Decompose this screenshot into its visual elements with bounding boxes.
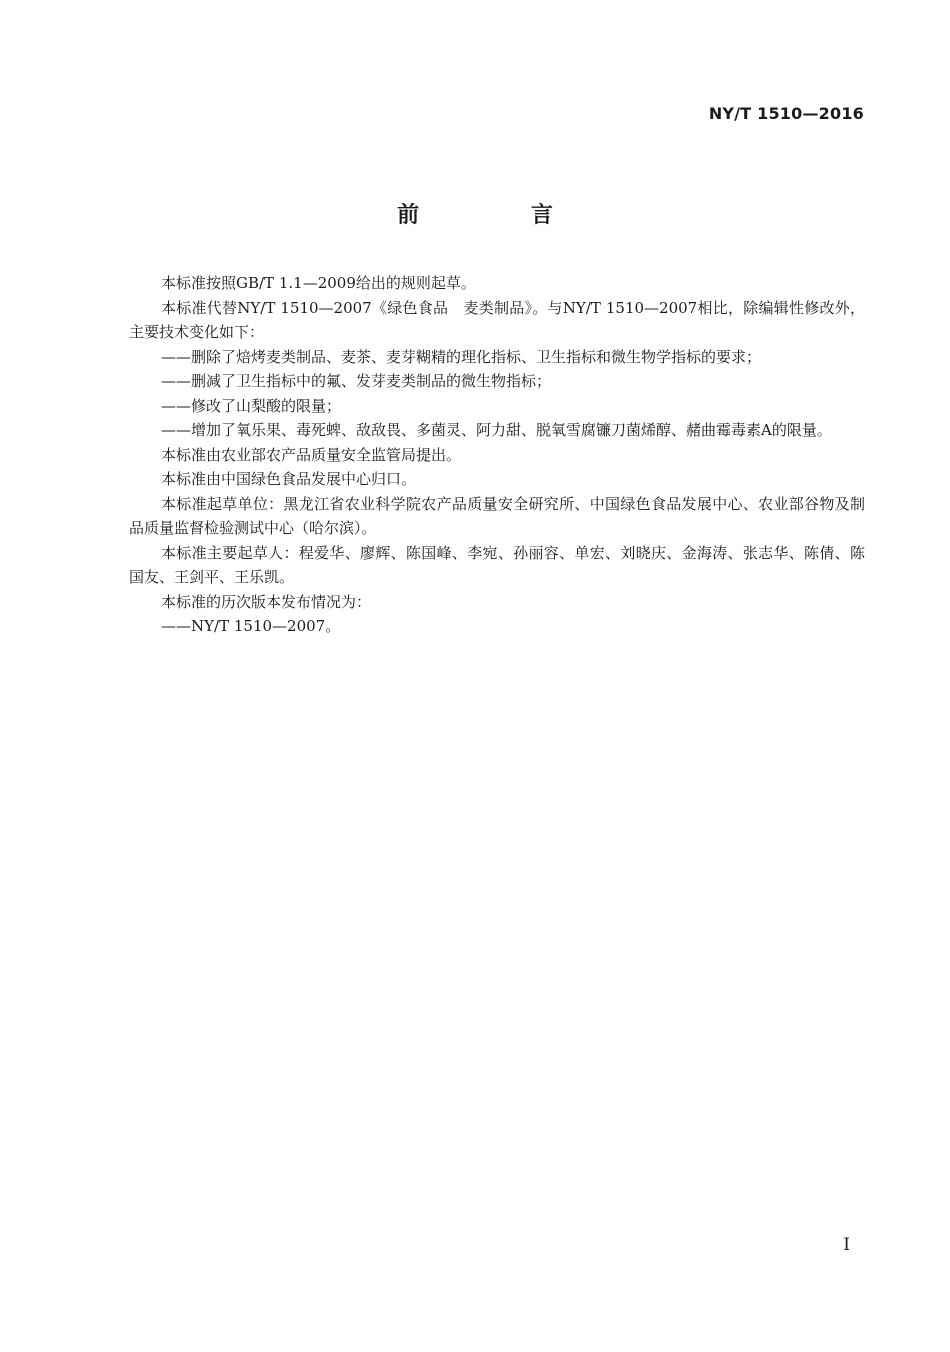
foreword-body bbox=[129, 271, 865, 639]
standard-code: NY/T 1510—2016 bbox=[708, 104, 864, 123]
change-item-added: ——增加了氧乐果、毒死蜱、敌敌畏、多菌灵、阿力甜、脱氧雪腐镰刀菌烯醇、赭曲霉毒素A的限量。 bbox=[161, 421, 832, 439]
paragraph-centralized-by: 本标准由中国绿色食品发展中心归口。 bbox=[161, 470, 417, 488]
paragraph-drafting-rules: 本标准按照GB/T 1.1—2009给出的规则起草。 bbox=[161, 274, 476, 292]
change-item-deleted: ——删除了焙烤麦类制品、麦茶、麦芽糊精的理化指标、卫生指标和微生物学指标的要求； bbox=[161, 347, 762, 366]
page-title: 前 言 bbox=[397, 203, 605, 228]
version-history-item: ——NY/T 1510—2007。 bbox=[161, 617, 341, 635]
paragraph-replaces: 本标准代替NY/T 1510—2007《绿色食品 麦类制品》。与NY/T 1510—2007相比，除编辑性修改外，主要技术变化如下： bbox=[129, 298, 865, 341]
page-number: I bbox=[843, 1235, 850, 1255]
paragraph-drafting-units: 本标准起草单位：黑龙江省农业科学院农产品质量安全研究所、中国绿色食品发展中心、农业部谷物及制品质量监督检验测试中心（哈尔滨）。 bbox=[129, 494, 865, 537]
change-item-modified: ——修改了山梨酸的限量； bbox=[161, 396, 342, 415]
paragraph-drafters: 本标准主要起草人：程爱华、廖辉、陈国峰、李宛、孙丽容、单宏、刘晓庆、金海涛、张志华、陈倩、陈国友、王剑平、王乐凯。 bbox=[129, 543, 865, 586]
paragraph-proposed-by: 本标准由农业部农产品质量安全监管局提出。 bbox=[161, 445, 462, 464]
paragraph-version-history: 本标准的历次版本发布情况为： bbox=[161, 592, 372, 611]
change-item-reduced: ——删减了卫生指标中的氟、发芽麦类制品的微生物指标； bbox=[161, 372, 552, 390]
